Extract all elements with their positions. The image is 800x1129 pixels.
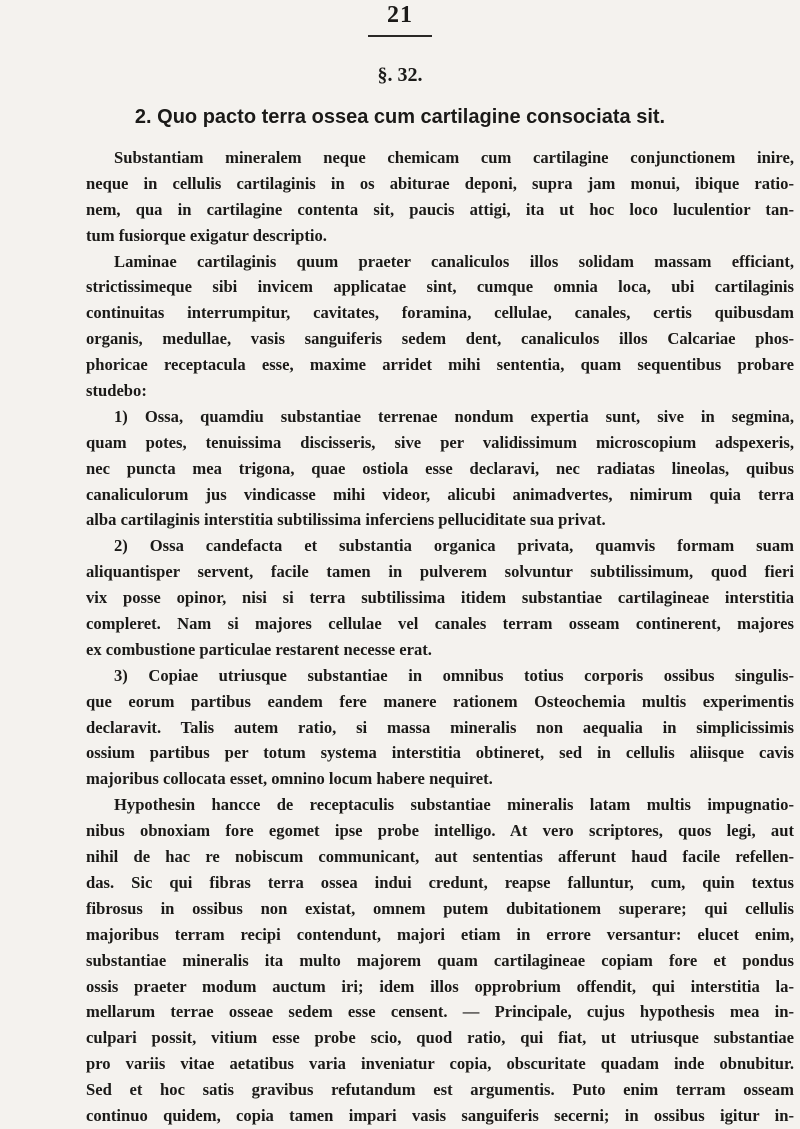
text-line: que eorum partibus eandem fere manere rationem Osteochemia multis experimentis <box>86 691 794 711</box>
text-line: alba cartilaginis interstitia subtilissima inferciens pelluciditate sua privat. <box>86 510 606 530</box>
page-number: 21 <box>387 2 413 28</box>
section-number: §. 32. <box>377 64 423 86</box>
text-line: 3) Copiae utriusque substantiae in omnibus totius corporis ossibus singulis- <box>114 665 794 685</box>
text-line: strictissimeque sibi invicem applicatae sint, cumque omnia loca, ubi cartilaginis <box>86 277 794 297</box>
text-line: vix posse opinor, nisi si terra subtilissima itidem substantiae cartilagineae interstitia <box>86 588 794 608</box>
text-line: culpari possit, vitium esse probe scio, quod ratio, qui fiat, ut utriusque substantiae <box>86 1028 794 1048</box>
text-line: nem, qua in cartilagine contenta sit, paucis attigi, ita ut hoc loco luculentior tan- <box>86 199 794 219</box>
text-line: nec puncta mea trigona, quae ostiola esse declaravi, nec radiatas lineolas, quibus <box>86 458 794 478</box>
text-line: Laminae cartilaginis quum praeter canaliculos illos solidam massam efficiant, <box>114 251 794 271</box>
text-line: neque in cellulis cartilaginis in os abiturae deponi, supra jam monui, ibique ratio- <box>86 173 794 193</box>
text-line: continuo quidem, copia tamen impari vasis sanguiferis secerni; in ossibus igitur in- <box>86 1105 794 1125</box>
text-line: fibrosus in ossibus non existat, omnem putem dubitationem superare; qui cellulis <box>86 898 794 918</box>
text-line: 2) Ossa candefacta et substantia organica privata, quamvis formam suam <box>114 536 794 556</box>
text-line: canaliculorum jus vindicasse mihi videor, alicubi animadvertes, nimirum quia terra <box>86 484 794 504</box>
text-line: aliquantisper servent, facile tamen in pulverem solvuntur subtilissimum, quod fieri <box>86 562 794 582</box>
text-line: quam potes, tenuissima discisseris, sive per validissimum microscopium adspexeris, <box>86 432 794 452</box>
text-line: majoribus terram recipi contendunt, majori etiam in errore versantur: elucet enim, <box>86 924 794 944</box>
text-line: Substantiam mineralem neque chemicam cum cartilagine conjunctionem inire, <box>114 148 794 167</box>
text-line: tum fusiorque exigatur descriptio. <box>86 225 327 245</box>
text-line: studebo: <box>86 381 147 401</box>
text-line: das. Sic qui fibras terra ossea indui credunt, reapse falluntur, cum, quin textus <box>86 872 794 892</box>
text-line: mellarum terrae osseae sedem esse censent. — Principale, cujus hypothesis mea in- <box>86 1002 794 1022</box>
text-line: majoribus collocata esset, omnino locum habere nequiret. <box>86 769 493 789</box>
body-text <box>86 145 794 1129</box>
text-line: 1) Ossa, quamdiu substantiae terrenae nondum expertia sunt, sive in segmina, <box>114 406 794 426</box>
text-line: declaravit. Talis autem ratio, si massa mineralis non aequalia in simplicissimis <box>86 717 794 737</box>
text-line: ossis praeter modum auctum iri; idem illos opprobrium offendit, qui interstitia la- <box>86 976 794 996</box>
text-line: ossium partibus per totum systema interstitia obtineret, sed in cellulis aliisque cavis <box>86 743 794 763</box>
text-line: ex combustione particulae restarent necesse erat. <box>86 639 432 659</box>
text-line: organis, medullae, vasis sanguiferis sedem dent, canaliculos illos Calcariae phos- <box>86 329 794 349</box>
section-title: 2. Quo pacto terra ossea cum cartilagine consociata sit. <box>134 106 666 128</box>
text-line: nibus obnoxiam fore egomet ipse probe intelligo. At vero scriptores, quos legi, aut <box>86 821 794 841</box>
text-line: pro variis vitae aetatibus varia inveniatur copia, obscuritate quadam inde obnubitur. <box>86 1054 794 1074</box>
text-line: continuitas interrumpitur, cavitates, foramina, cellulae, canales, certis quibusdam <box>86 303 794 323</box>
text-line: Sed et hoc satis gravibus refutandum est argumentis. Puto enim terram osseam <box>86 1080 794 1100</box>
text-line: Hypothesin hancce de receptaculis substantiae mineralis latam multis impugnatio- <box>114 795 794 815</box>
text-line: nihil de hac re nobiscum communicant, aut sententias afferunt haud facile refellen- <box>86 847 794 867</box>
text-line: substantiae mineralis ita multo majorem quam cartilagineae copiam fore et pondus <box>86 950 794 970</box>
text-line: compleret. Nam si majores cellulae vel canales terram osseam continerent, majores <box>86 614 794 634</box>
header-rule <box>368 35 432 37</box>
text-line: phoricae receptacula esse, maxime arridet mihi sententia, quam sequentibus probare <box>86 355 794 375</box>
